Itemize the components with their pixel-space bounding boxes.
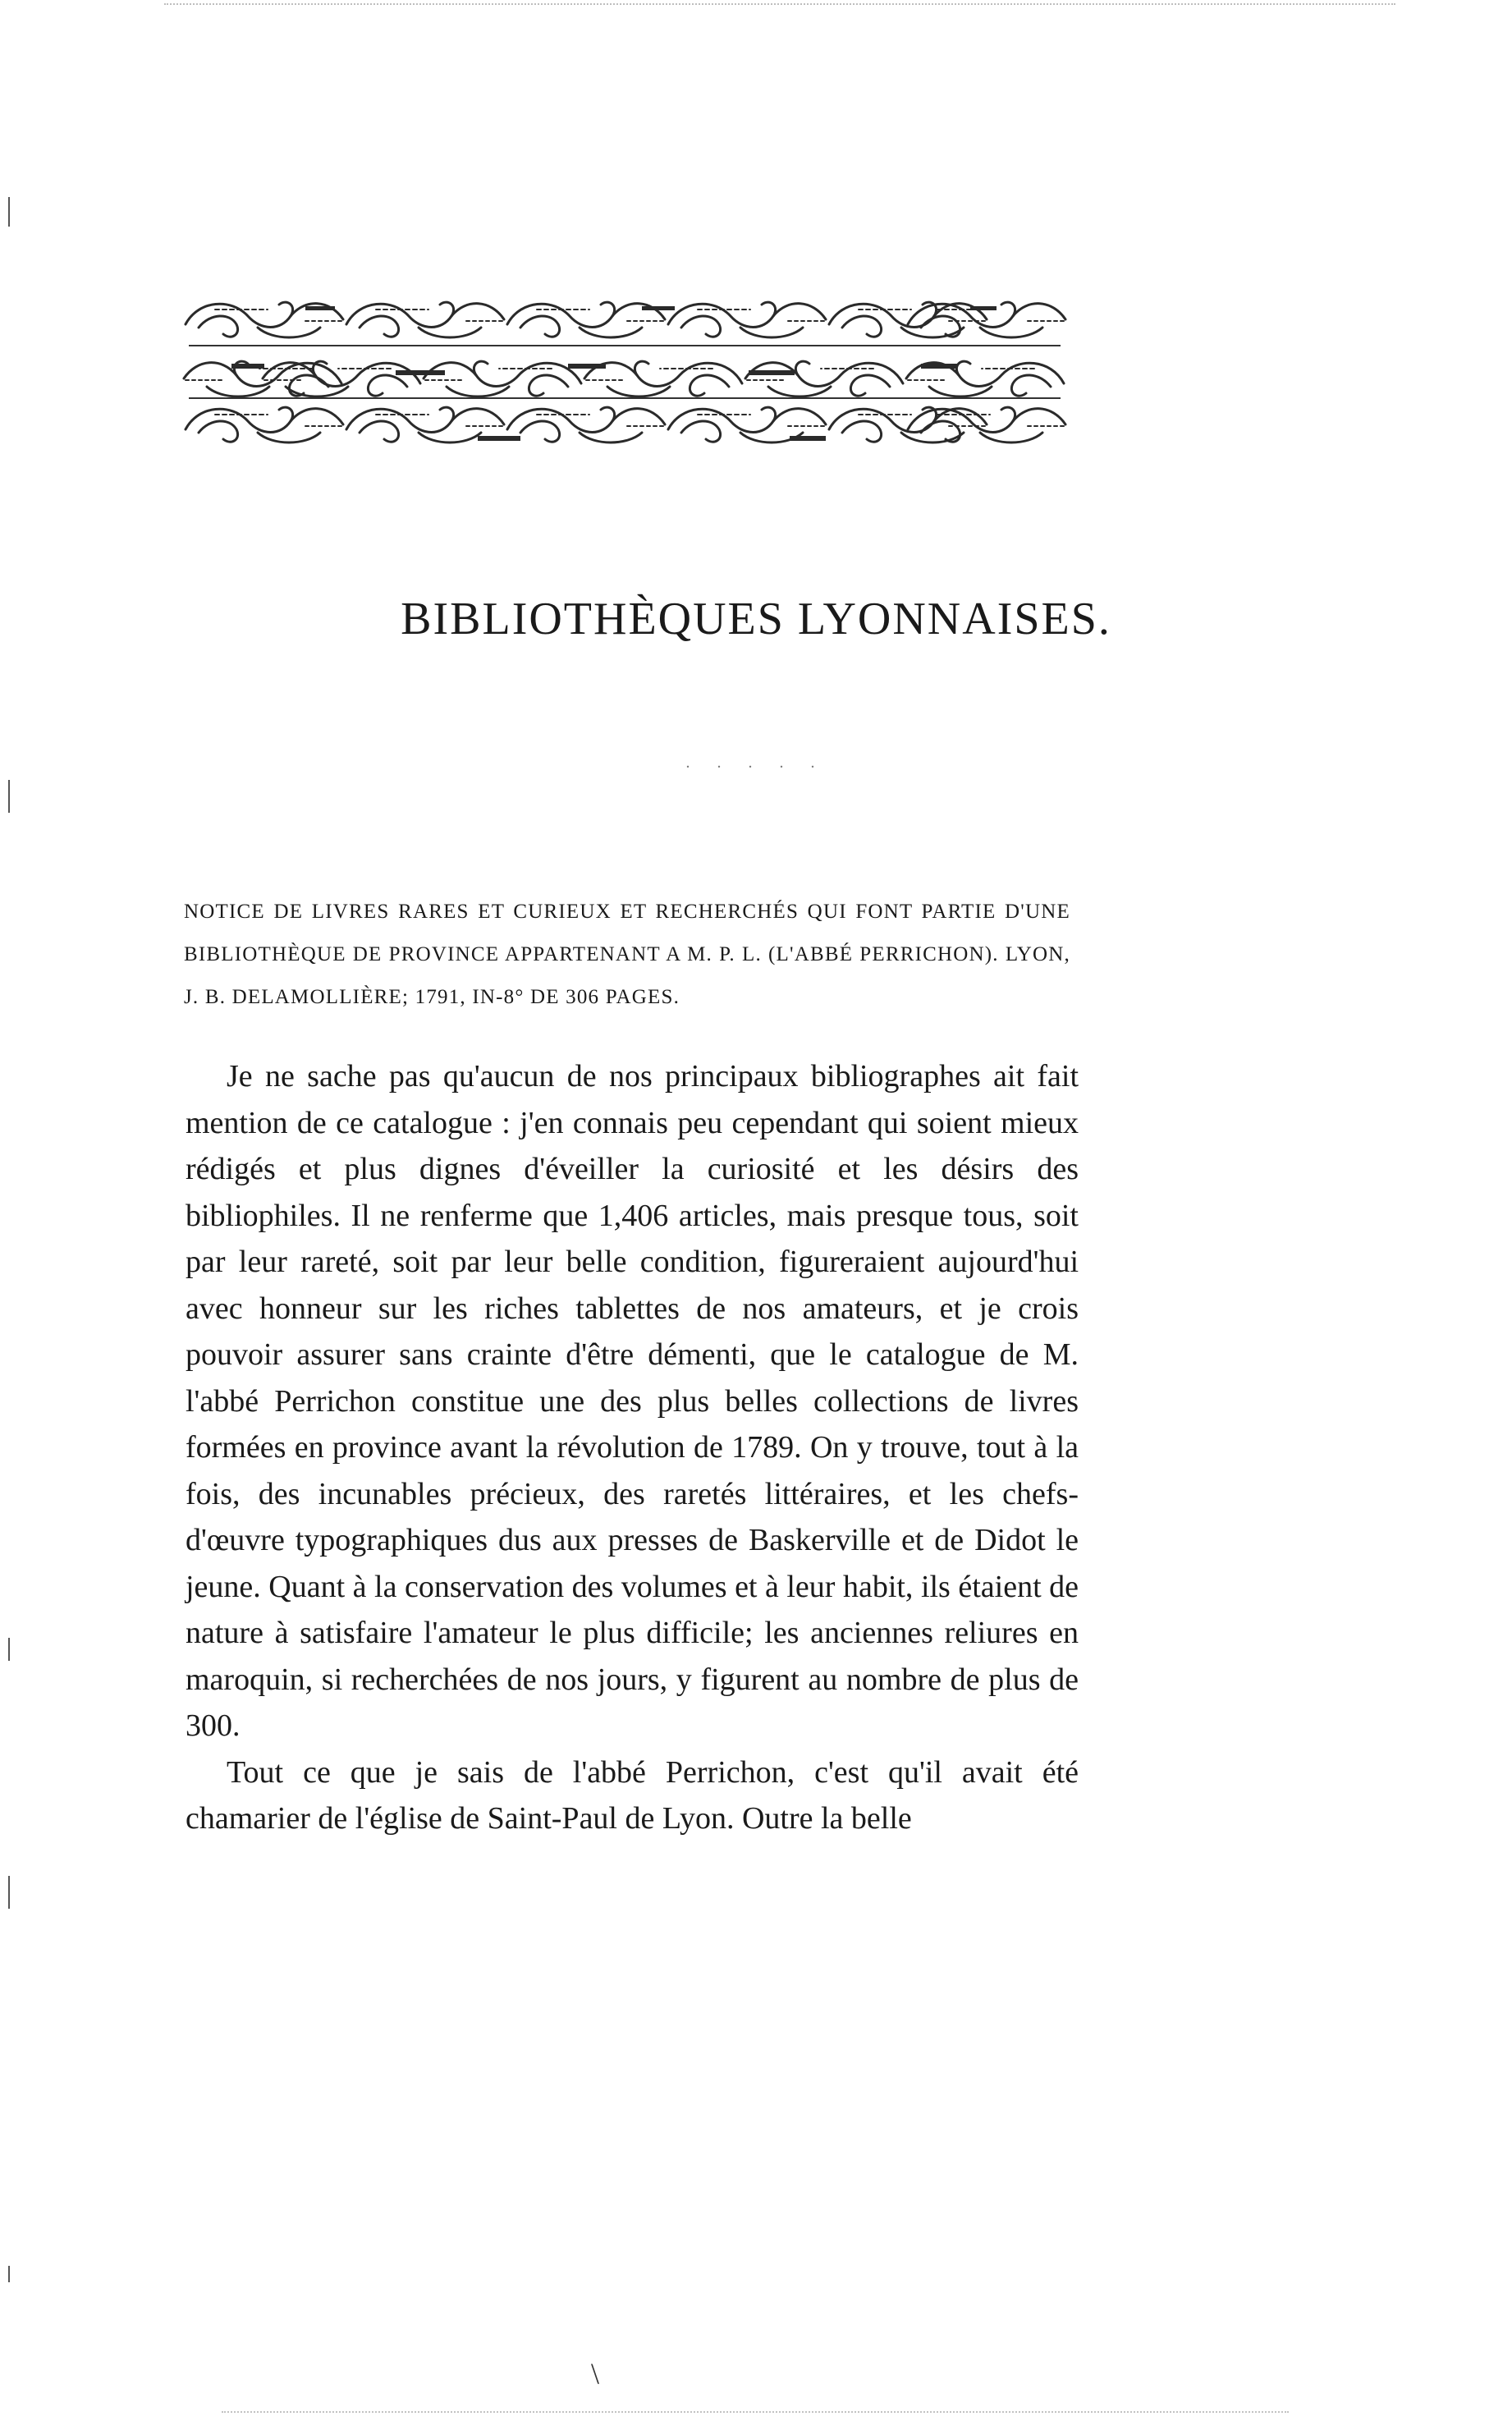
scan-artifact-top	[164, 3, 1395, 5]
body-text	[186, 1053, 1079, 1842]
margin-tick	[8, 780, 10, 813]
margin-tick	[8, 1638, 10, 1661]
separator-dots: . . . . .	[685, 754, 827, 772]
margin-tick	[8, 197, 10, 227]
page-title: BIBLIOTHÈQUES LYONNAISES.	[401, 594, 1111, 644]
margin-tick	[8, 2266, 10, 2282]
scan-artifact-bottom	[222, 2411, 1289, 2413]
scroll-ornament-banner	[182, 291, 1067, 456]
paragraph: Je ne sache pas qu'aucun de nos principaux bibliographes ait fait mention de ce catalogue : j'en connais peu cependant qui soient mieux rédigés et plus dignes d'éveiller la curiosité et les désirs des bibliophiles. Il ne renferme que 1,406 articles, mais presque tous, soit par leur rareté, soit par leur belle condition, figureraient aujourd'hui avec honneur sur les riches tablettes de nos amateurs, et je crois pouvoir assurer sans crainte d'être démenti, que le catalogue de M. l'abbé Perrichon constitue une des plus belles collections de livres formées en province avant la révolution de 1789. On y trouve, tout à la fois, des incunables précieux, des raretés littéraires, et les chefs-d'œuvre typographiques dus aux presses de Baskerville et de Didot le jeune. Quant à la conservation des volumes et à leur habit, ils étaient de nature à satisfaire l'amateur le plus difficile; les anciennes reliures en maroquin, si recherchées de nos jours, y figurent au nombre de plus de 300.	[186, 1059, 1079, 1743]
margin-tick	[8, 1876, 10, 1909]
paragraph: Tout ce que je sais de l'abbé Perrichon, c'est qu'il avait été chamarier de l'église de Saint-Paul de Lyon. Outre la belle	[186, 1754, 1079, 1836]
bibliographic-citation: NOTICE DE LIVRES RARES ET CURIEUX ET RECHERCHÉS QUI FONT PARTIE D'UNE BIBLIOTHÈQUE DE PROVINCE APPARTENANT A M. P. L. (L'ABBÉ PERRICHON). LYON, J. B. DELAMOLLIÈRE; 1791, IN-8° DE 306 PAGES.	[184, 901, 1070, 1008]
signature-mark: \	[591, 2357, 600, 2390]
